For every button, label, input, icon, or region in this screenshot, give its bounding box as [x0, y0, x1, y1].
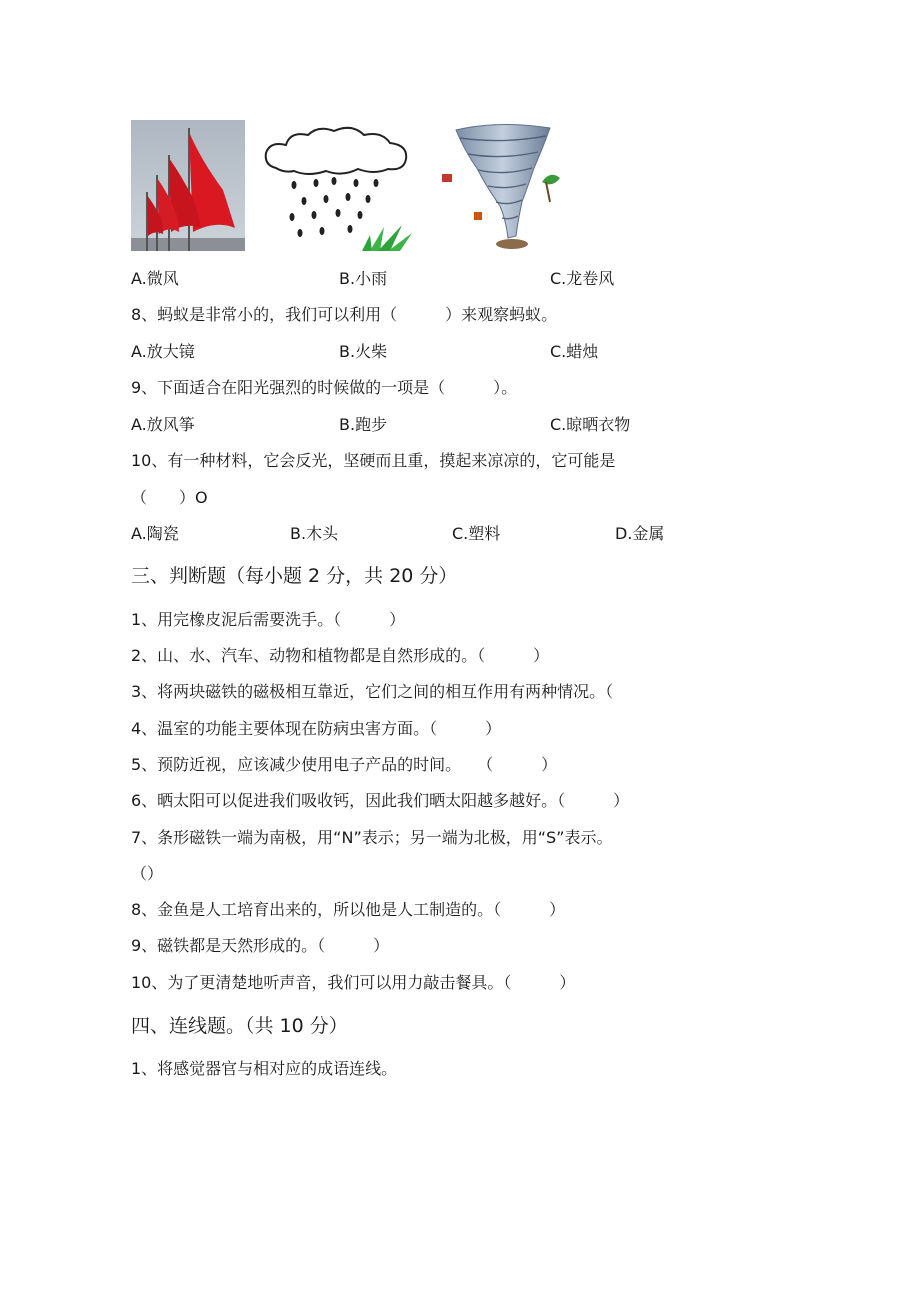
tornado-image: [438, 120, 568, 255]
rain-cloud-image: [262, 123, 412, 253]
judge-item-9: 9、磁铁都是天然形成的。（ ）: [131, 936, 390, 955]
q10-option-a: A.陶瓷: [131, 524, 179, 543]
q10-option-c: C.塑料: [452, 524, 501, 543]
judge-item-3: 3、将两块磁铁的磁极相互靠近，它们之间的相互作用有两种情况。（: [131, 682, 614, 701]
judge-item-5: 5、预防近视，应该减少使用电子产品的时间。 （ ）: [131, 755, 558, 774]
q9-option-c: C.晾晒衣物: [550, 415, 631, 434]
judge-item-7: 7、条形磁铁一端为南极，用“N”表示；另一端为北极，用“S”表示。: [131, 828, 613, 847]
judge-item-8: 8、金鱼是人工培育出来的，所以他是人工制造的。（ ）: [131, 900, 566, 919]
q10-text-cont: （ ）O: [131, 488, 208, 507]
section3-heading: 三、判断题（每小题 2 分，共 20 分）: [131, 565, 458, 587]
judge-item-1: 1、用完橡皮泥后需要洗手。（ ）: [131, 610, 406, 629]
q7-option-a: A.微风: [131, 269, 179, 288]
q10-text: 10、有一种材料，它会反光，坚硬而且重，摸起来凉凉的，它可能是: [131, 451, 616, 470]
judge-item-6: 6、晒太阳可以促进我们吸收钙，因此我们晒太阳越多越好。（ ）: [131, 791, 630, 810]
q8-option-a: A.放大镜: [131, 342, 195, 361]
q8-text: 8、蚂蚁是非常小的，我们可以利用（ ）来观察蚂蚁。: [131, 305, 558, 324]
q7-option-b: B.小雨: [339, 269, 388, 288]
judge-item-4: 4、温室的功能主要体现在防病虫害方面。（ ）: [131, 719, 502, 738]
judge-item-10: 10、为了更清楚地听声音，我们可以用力敲击餐具。（ ）: [131, 973, 576, 992]
q8-option-c: C.蜡烛: [550, 342, 599, 361]
q9-option-a: A.放风筝: [131, 415, 195, 434]
section4-heading: 四、连线题。（共 10 分）: [131, 1015, 348, 1037]
judge-item-2: 2、山、水、汽车、动物和植物都是自然形成的。（ ）: [131, 646, 550, 665]
red-flags-image: [131, 120, 245, 251]
q9-text: 9、下面适合在阳光强烈的时候做的一项是（ ）。: [131, 378, 518, 397]
q10-option-d: D.金属: [615, 524, 665, 543]
q10-option-b: B.木头: [290, 524, 339, 543]
match-item-1: 1、将感觉器官与相对应的成语连线。: [131, 1059, 398, 1078]
q8-option-b: B.火柴: [339, 342, 388, 361]
q7-option-c: C.龙卷风: [550, 269, 615, 288]
judge-item-7-cont: （）: [131, 864, 164, 883]
q9-option-b: B.跑步: [339, 415, 388, 434]
